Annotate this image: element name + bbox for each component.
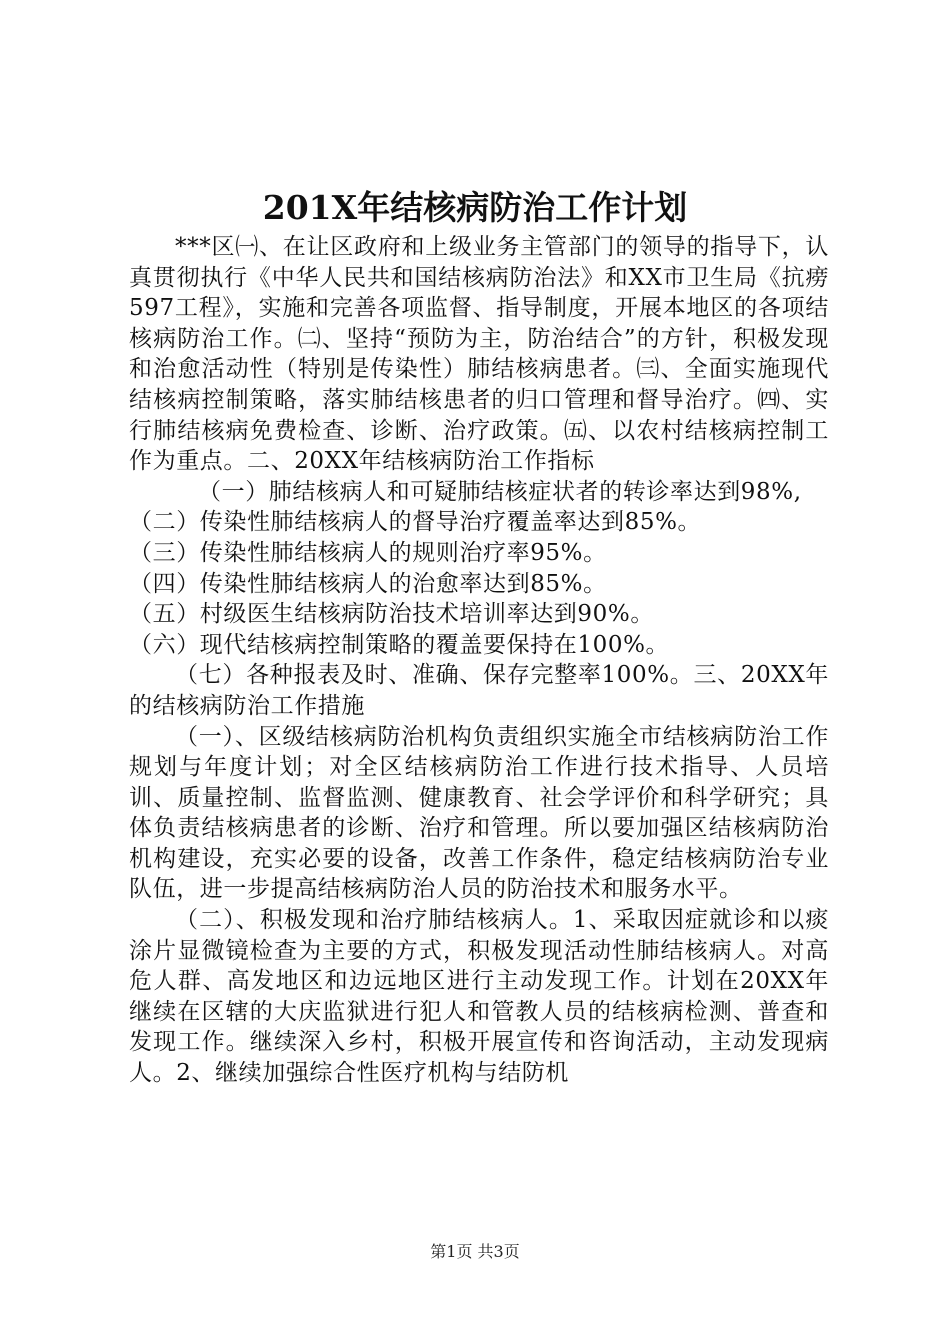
paragraph-indicator-5: （五）村级医生结核病防治技术培训率达到90%。 xyxy=(129,601,654,628)
paragraph-indicator-1: （一）肺结核病人和可疑肺结核症状者的转诊率达到98%, xyxy=(198,478,802,505)
paragraph-intro: ***区㈠、在让区政府和上级业务主管部门的领导的指导下，认真贯彻执行《中华人民共和国结核病防治法》和XX市卫生局《抗痨597工程》，实施和完善各项监督、指导制度，开展本地区的各项结核病防治工作。㈡、坚持“预防为主，防治结合”的方针，积极发现和治愈活动性（特别是传染性）肺结核病患者。㈢、全面实施现代结核病控制策略，落实肺结核患者的归口管理和督导治疗。㈣、实行肺结核病免费检查、诊断、治疗政策。㈤、以农村结核病控制工作为重点。二、20XX年结核病防治工作指标 xyxy=(129,234,829,475)
paragraph-indicator-7: （七）各种报表及时、准确、保存完整率100%。三、20XX年的结核病防治工作措施 xyxy=(129,662,829,719)
paragraph-indicator-2: （二）传染性肺结核病人的督导治疗覆盖率达到85%。 xyxy=(129,509,702,536)
paragraph-measure-2: （二）、积极发现和治疗肺结核病人。1、采取因症就诊和以痰涂片显微镜检查为主要的方式，积极发现活动性肺结核病人。对高危人群、高发地区和边远地区进行主动发现工作。计划在20XX年继续在区辖的大庆监狱进行犯人和管教人员的结核病检测、普查和发现工作。继续深入乡村，积极开展宣传和咨询活动，主动发现病人。2、继续加强综合性医疗机构与结防机 xyxy=(129,907,829,1087)
paragraph-indicator-3: （三）传染性肺结核病人的规则治疗率95%。 xyxy=(129,539,607,566)
paragraph-measure-1: （一）、区级结核病防治机构负责组织实施全市结核病防治工作规划与年度计划；对全区结核病防治工作进行技术指导、人员培训、质量控制、监督监测、健康教育、社会学评价和科学研究；具体负责结核病患者的诊断、治疗和管理。所以要加强区结核病防治机构建设，充实必要的设备，改善工作条件，稳定结核病防治专业队伍，进一步提高结核病防治人员的防治技术和服务水平。 xyxy=(129,723,829,903)
document-body xyxy=(129,232,829,1089)
paragraph-indicator-4: （四）传染性肺结核病人的治愈率达到85%。 xyxy=(129,570,607,597)
page-number-footer: 第1页 共3页 xyxy=(430,1242,520,1261)
document-title: 201X年结核病防治工作计划 xyxy=(262,188,688,227)
paragraph-indicator-6: （六）现代结核病控制策略的覆盖要保持在100%。 xyxy=(129,631,670,658)
